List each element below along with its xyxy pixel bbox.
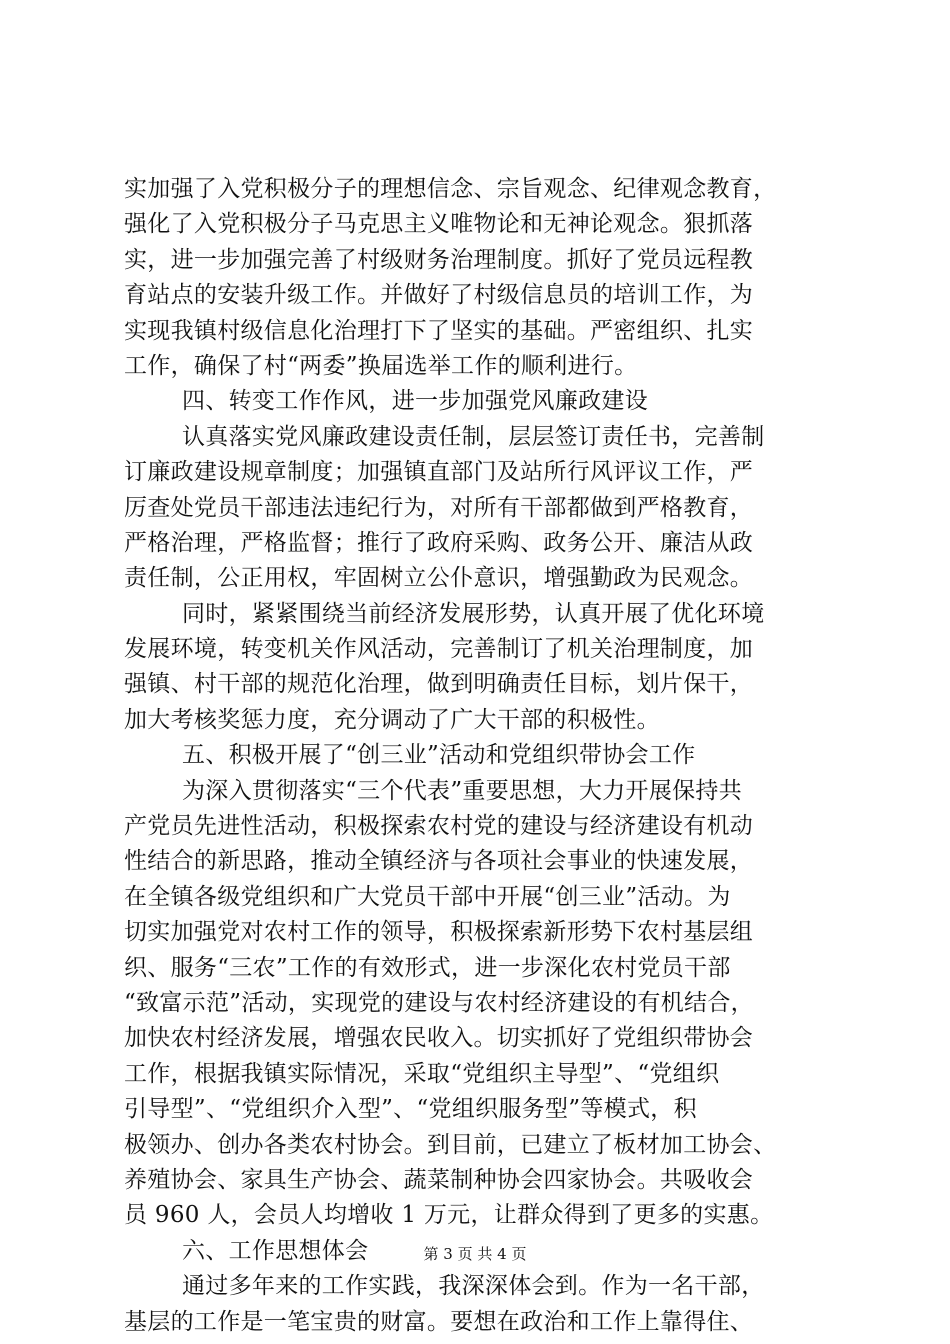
text-line: 性结合的新思路，推动全镇经济与各项社会事业的快速发展，: [124, 848, 754, 875]
section-heading: 五、积极开展了“创三业”活动和党组织带协会工作: [182, 742, 696, 769]
text-line: 强化了入党积极分子马克思主义唯物论和无神论观念。狠抓落: [124, 211, 754, 238]
text-line: 切实加强党对农村工作的领导，积极探索新形势下农村基层组: [124, 919, 754, 946]
text-line: 实，进一步加强完善了村级财务治理制度。抓好了党员远程教: [124, 246, 754, 273]
text-line: 严格治理，严格监督；推行了政府采购、政务公开、廉洁从政: [124, 529, 754, 556]
text-line: 织、服务“三农”工作的有效形式，进一步深化农村党员干部: [124, 954, 731, 981]
section-heading: 四、转变工作作风，进一步加强党风廉政建设: [182, 388, 648, 415]
text-line: 同时，紧紧围绕当前经济发展形势，认真开展了优化环境: [182, 600, 765, 627]
text-line: 为深入贯彻落实“三个代表”重要思想，大力开展保持共: [182, 777, 743, 804]
text-line: 工作，确保了村“两委”换届选举工作的顺利进行。: [124, 352, 638, 379]
text-line: 加大考核奖惩力度，充分调动了广大干部的积极性。: [124, 706, 660, 733]
text-line: 责任制，公正用权，牢固树立公仆意识，增强勤政为民观念。: [124, 565, 754, 592]
text-line: 员 960 人，会员人均增收 1 万元，让群众得到了更多的实惠。: [124, 1202, 774, 1229]
text-line: 加快农村经济发展，增强农民收入。切实抓好了党组织带协会: [124, 1025, 754, 1052]
text-line: 实加强了入党积极分子的理想信念、宗旨观念、纪律观念教育，: [124, 176, 777, 202]
text-line: 育站点的安装升级工作。并做好了村级信息员的培训工作，为: [124, 282, 754, 309]
text-line: 实现我镇村级信息化治理打下了坚实的基础。严密组织、扎实: [124, 317, 754, 344]
section-heading: 六、工作思想体会: [182, 1237, 369, 1264]
text-line: 认真落实党风廉政建设责任制，层层签订责任书，完善制: [182, 423, 765, 450]
text-line: 引导型”、“党组织介入型”、“党组织服务型”等模式，积: [124, 1096, 697, 1123]
text-line: 极领办、创办各类农村协会。到目前，已建立了板材加工协会、: [124, 1131, 777, 1158]
text-line: 发展环境，转变机关作风活动，完善制订了机关治理制度，加: [124, 636, 754, 663]
text-line: 工作，根据我镇实际情况，采取“党组织主导型”、“党组织: [124, 1060, 720, 1087]
text-line: 产党员先进性活动，积极探索农村党的建设与经济建设有机动: [124, 813, 754, 840]
text-line: 强镇、村干部的规范化治理，做到明确责任目标，划片保干，: [124, 671, 754, 698]
document-body: [124, 172, 844, 1340]
text-line: “致富示范”活动，实现党的建设与农村经济建设的有机结合，: [124, 989, 754, 1016]
text-line: 在全镇各级党组织和广大党员干部中开展“创三业”活动。为: [124, 883, 731, 910]
page-number: 第 3 页 共 4 页: [423, 1245, 527, 1263]
text-line: 养殖协会、家具生产协会、蔬菜制种协会四家协会。共吸收会: [124, 1166, 754, 1193]
text-line: 订廉政建设规章制度；加强镇直部门及站所行风评议工作，严: [124, 459, 754, 486]
text-line: 厉查处党员干部违法违纪行为，对所有干部都做到严格教育，: [124, 494, 754, 521]
text-line: 基层的工作是一笔宝贵的财富。要想在政治和工作上靠得住、: [124, 1308, 754, 1335]
text-line: 通过多年来的工作实践，我深深体会到。作为一名干部，: [182, 1273, 765, 1300]
